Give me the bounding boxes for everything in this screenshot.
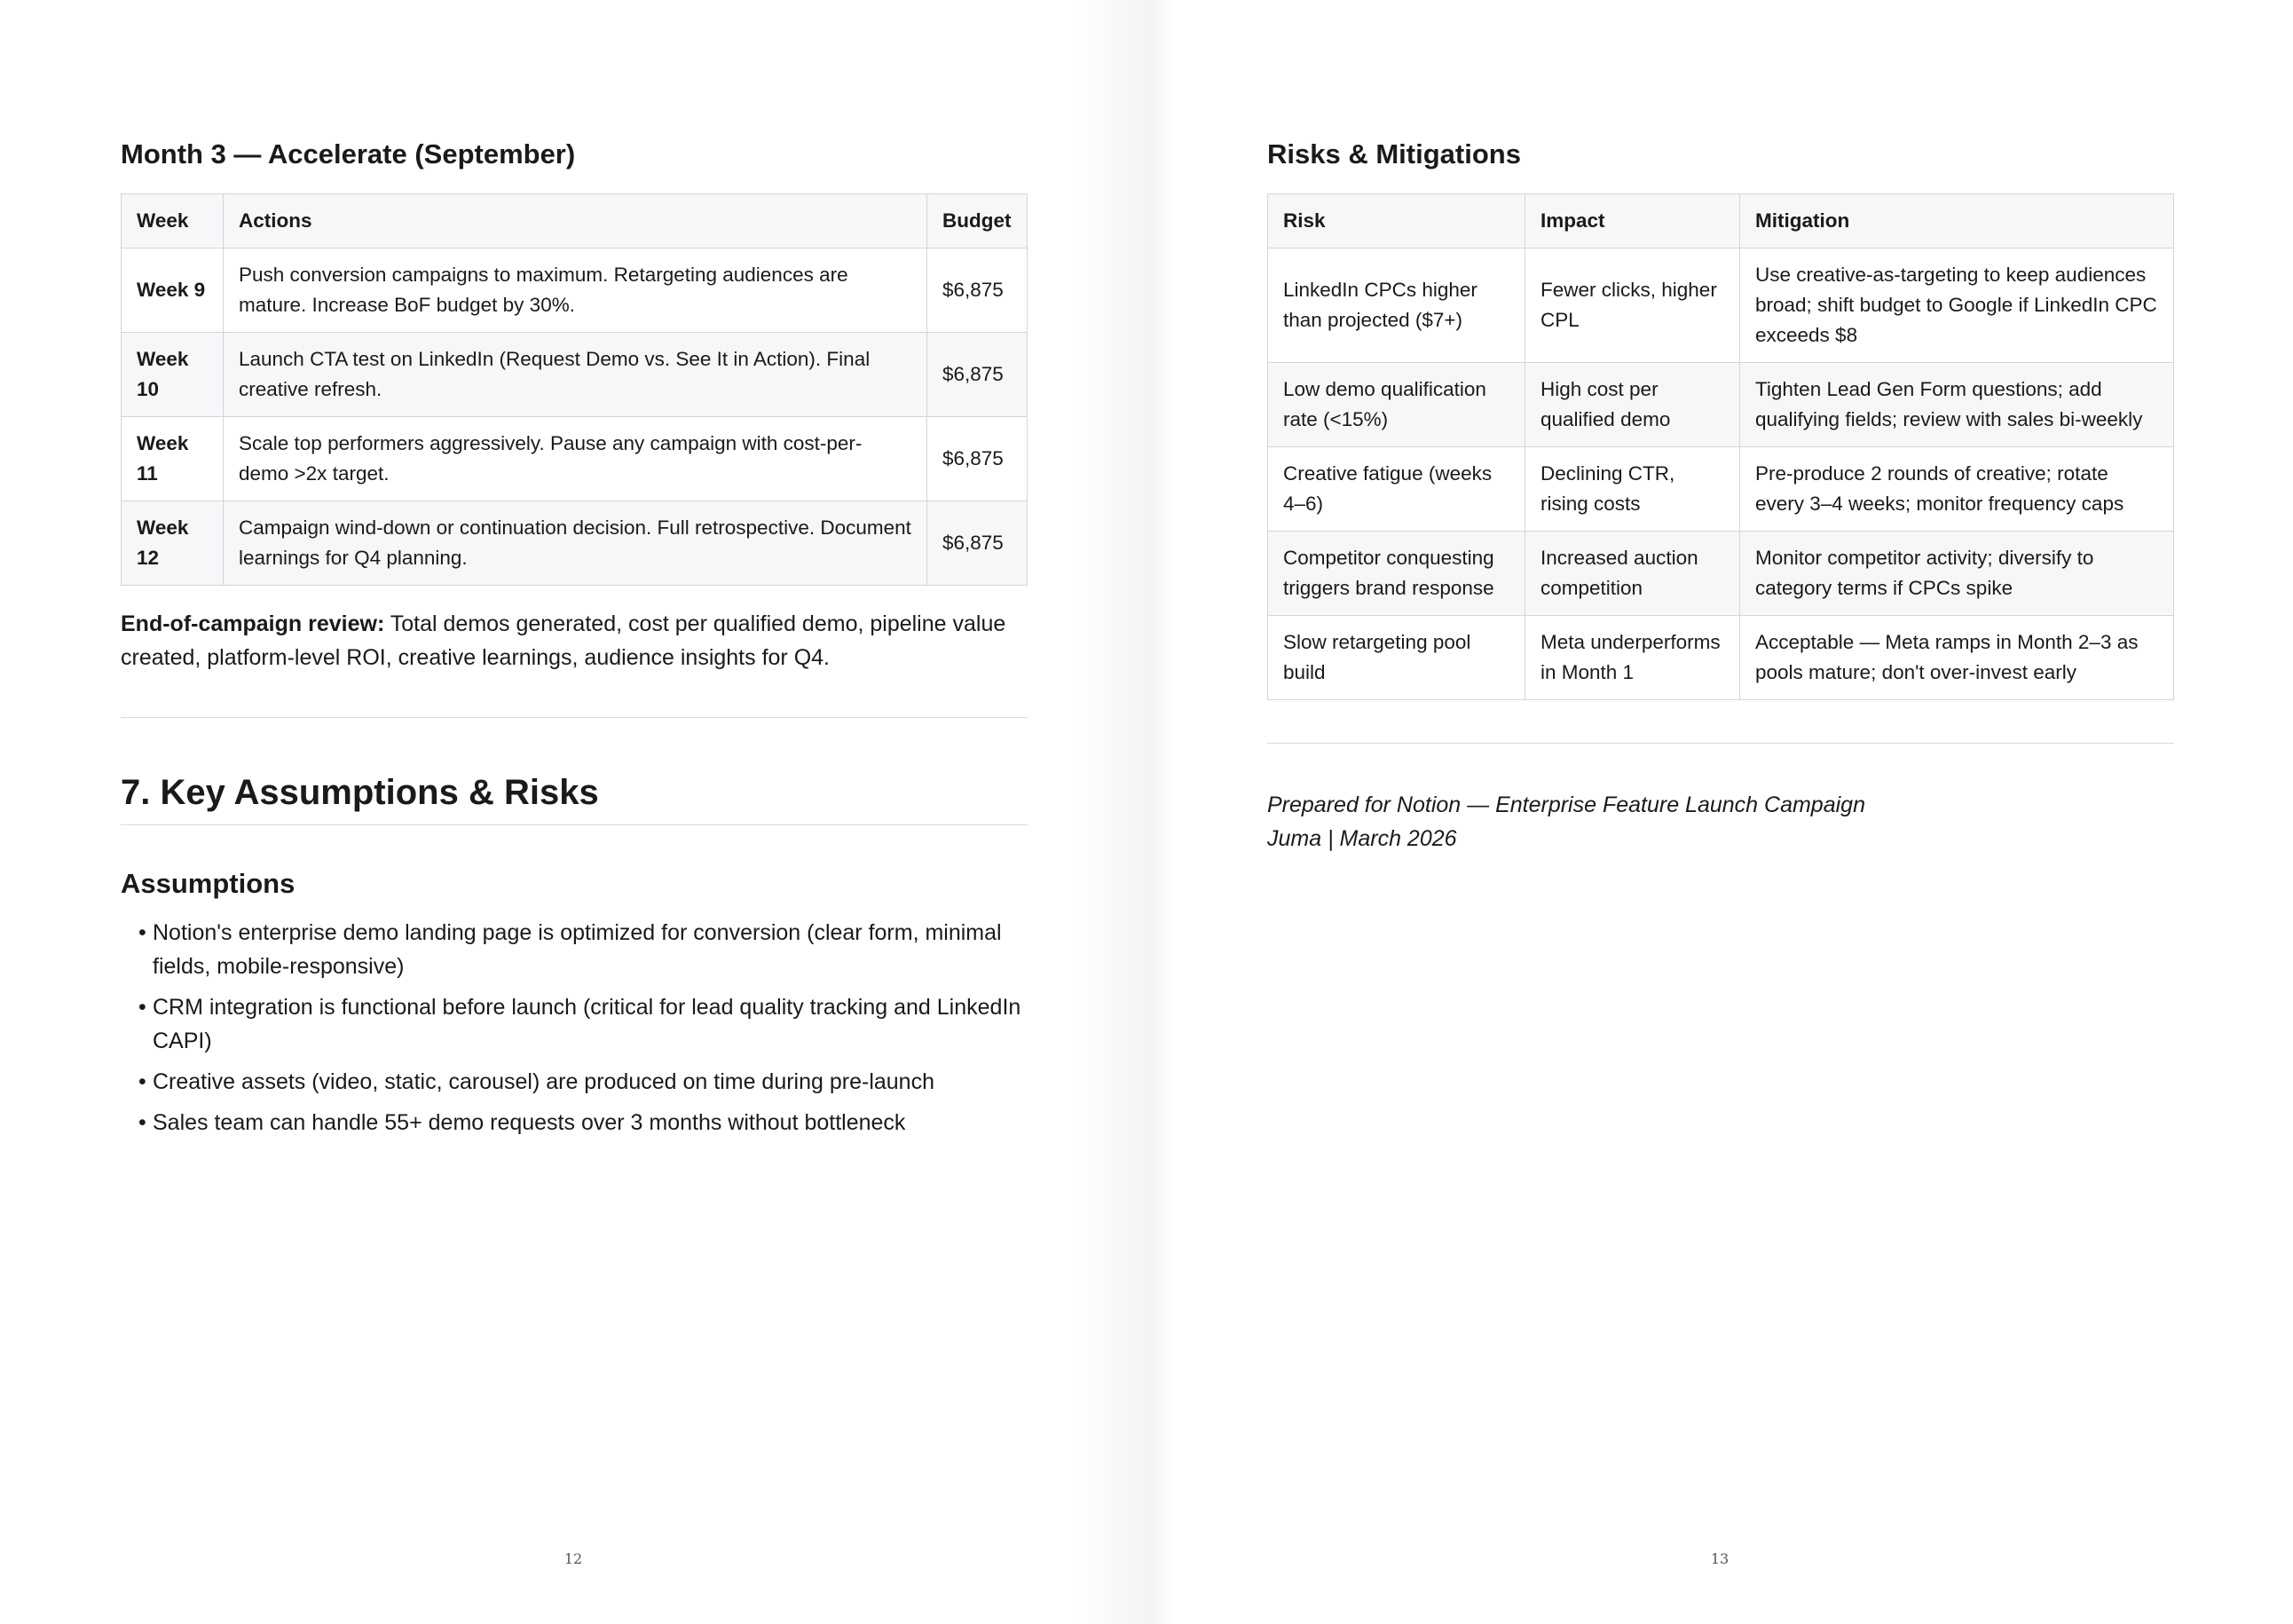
- impact-cell: Declining CTR, rising costs: [1525, 447, 1740, 532]
- budget-cell: $6,875: [927, 248, 1028, 333]
- column-header-risk: Risk: [1268, 194, 1525, 248]
- page-number: 13: [1710, 1550, 1730, 1567]
- risk-cell: LinkedIn CPCs higher than projected ($7+): [1268, 248, 1525, 363]
- impact-cell: High cost per qualified demo: [1525, 363, 1740, 447]
- page-12: [0, 0, 1146, 1624]
- column-header-mitigation: Mitigation: [1740, 194, 2174, 248]
- actions-cell: Scale top performers aggressively. Pause any campaign with cost-per-demo >2x target.: [224, 417, 927, 501]
- mitigation-cell: Pre-produce 2 rounds of creative; rotate every 3–4 weeks; monitor frequency caps: [1740, 447, 2174, 532]
- mitigation-cell: Acceptable — Meta ramps in Month 2–3 as pools mature; don't over-invest early: [1740, 616, 2174, 700]
- table-row: [122, 501, 1028, 586]
- actions-cell: Push conversion campaigns to maximum. Retargeting audiences are mature. Increase BoF budget by 30%.: [224, 248, 927, 333]
- actions-cell: Campaign wind-down or continuation decision. Full retrospective. Document learnings for Q4 planning.: [224, 501, 927, 586]
- closing-divider: [1267, 743, 2174, 744]
- table-row: [122, 248, 1028, 333]
- table-header-row: [122, 194, 1028, 248]
- list-item: • Notion's enterprise demo landing page is optimized for conversion (clear form, minimal fields, mobile-responsive): [138, 916, 1028, 983]
- mitigation-cell: Use creative-as-targeting to keep audiences broad; shift budget to Google if LinkedIn CPC exceeds $8: [1740, 248, 2174, 363]
- table-row: [122, 333, 1028, 417]
- impact-cell: Fewer clicks, higher CPL: [1525, 248, 1740, 363]
- table-row: [1268, 532, 2174, 616]
- list-item: • CRM integration is functional before launch (critical for lead quality tracking and LinkedIn CAPI): [138, 990, 1028, 1058]
- column-header-week: Week: [122, 194, 224, 248]
- column-header-budget: Budget: [927, 194, 1028, 248]
- table-row: [1268, 616, 2174, 700]
- section-divider: [121, 717, 1028, 718]
- column-header-actions: Actions: [224, 194, 927, 248]
- impact-cell: Meta underperforms in Month 1: [1525, 616, 1740, 700]
- page-number: 12: [563, 1550, 583, 1567]
- week-cell: Week 12: [122, 501, 224, 586]
- mitigation-cell: Tighten Lead Gen Form questions; add qualifying fields; review with sales bi-weekly: [1740, 363, 2174, 447]
- review-paragraph: [121, 607, 1028, 674]
- risk-cell: Competitor conquesting triggers brand response: [1268, 532, 1525, 616]
- table-row: [1268, 447, 2174, 532]
- actions-cell: Launch CTA test on LinkedIn (Request Demo vs. See It in Action). Final creative refresh.: [224, 333, 927, 417]
- table-row: [1268, 363, 2174, 447]
- assumptions-list: [138, 916, 1028, 1139]
- column-header-impact: Impact: [1525, 194, 1740, 248]
- impact-cell: Increased auction competition: [1525, 532, 1740, 616]
- table-header-row: [1268, 194, 2174, 248]
- risks-table: [1267, 193, 2174, 700]
- assumptions-heading: Assumptions: [121, 868, 295, 899]
- week-cell: Week 10: [122, 333, 224, 417]
- list-item: • Creative assets (video, static, carousel) are produced on time during pre-launch: [138, 1065, 1028, 1099]
- prepared-line: Prepared for Notion — Enterprise Feature Launch Campaign: [1267, 792, 1865, 817]
- page-12-content: [121, 135, 1028, 1147]
- table-row: [1268, 248, 2174, 363]
- month-3-heading: Month 3 — Accelerate (September): [121, 138, 576, 169]
- budget-cell: $6,875: [927, 501, 1028, 586]
- budget-cell: $6,875: [927, 417, 1028, 501]
- mitigation-cell: Monitor competitor activity; diversify to category terms if CPCs spike: [1740, 532, 2174, 616]
- page-13: [1146, 0, 2293, 1624]
- section-heading: 7. Key Assumptions & Risks: [121, 768, 1028, 825]
- review-text: Total demos generated, cost per qualified demo, pipeline value created, platform-level ROI, creative learnings, audience insights for Q4.: [121, 611, 1006, 670]
- author-line: Juma | March 2026: [1267, 826, 1457, 851]
- table-row: [122, 417, 1028, 501]
- page-13-content: [1267, 135, 2174, 855]
- review-label: End-of-campaign review:: [121, 611, 385, 636]
- risk-cell: Low demo qualification rate (<15%): [1268, 363, 1525, 447]
- budget-cell: $6,875: [927, 333, 1028, 417]
- list-item: • Sales team can handle 55+ demo requests over 3 months without bottleneck: [138, 1106, 1028, 1139]
- risk-cell: Slow retargeting pool build: [1268, 616, 1525, 700]
- risk-cell: Creative fatigue (weeks 4–6): [1268, 447, 1525, 532]
- risks-heading: Risks & Mitigations: [1267, 138, 1521, 169]
- month-3-table: [121, 193, 1028, 586]
- week-cell: Week 9: [122, 248, 224, 333]
- week-cell: Week 11: [122, 417, 224, 501]
- prepared-for-note: [1267, 788, 2174, 855]
